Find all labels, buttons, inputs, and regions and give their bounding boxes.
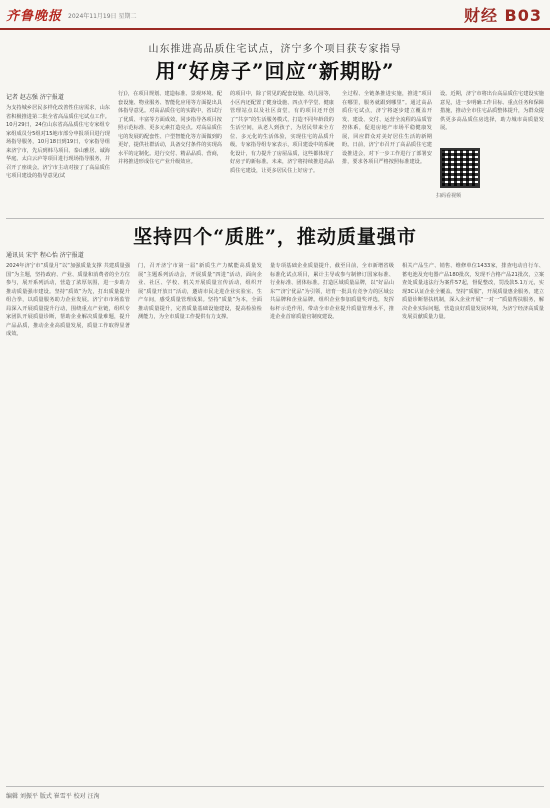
article-column-3: 的项目中，除了常见的配套设施、幼儿园等，小区内还配置了健身设施、四点半学堂、健康管理站点以及社区食堂，有的项目还开创了“共享”的生活服务模式，打造不同年龄段的生活空间，从老人到孩子，为居民带来全方位、多元化的生活体验，实现住宅的品质升级。专家指导组专家表示，项目建设中的系统化设计，有力提升了房屋品质，这些都体现了好房子的新标准。未来，济宁将持续推进高品质住宅建设，让更多居民住上好房子。 xyxy=(230,91,334,174)
issue-date: 2024年11月19日 星期二 xyxy=(68,13,137,20)
footer-divider xyxy=(6,786,544,787)
article-column-3: 量专项基础企业质量提升，截至目前，全市新增省级标准化试点项目，累计主导或参与制修订国家标准、行业标准、团体标准。打造区域质量品牌，以“好品山东”“济宁优品”为引领，培育一批具有竞争力的区域公共品牌和企业品牌。组织企业参加质量奖评选，发挥标杆示范作用，带动全市企业提升质量管理水平，推进企业首席质量官制度建设。 xyxy=(270,263,394,320)
article-column-4: 相关产品生产、销售、维修单位1433家，排查电动自行车、蓄电池及充电器产品180批次，发现不合格产品21批次，立案查处质量违法行为案件57起，督促整改，罚没款5.1万元，实现3C认证企业全覆盖。坚持“质服”，开展质量惠企服务，建立质量诊断帮扶机制，深入企业开展“一对一”质量帮扶服务，解决企业实际问题，营造良好质量发展环境，为济宁经济高质量发展贡献质量力量。 xyxy=(402,263,544,320)
article-headline: 用“好房子”回应“新期盼” xyxy=(155,59,395,83)
newspaper-logo: 齐鲁晚报 xyxy=(6,9,63,24)
section-divider xyxy=(6,218,544,219)
article-headline: 坚持四个“质胜”，推动质量强市 xyxy=(133,226,417,248)
article-column-4: 全过程、全链条推进实施，推进“项目在哪里，服务就跟到哪里”。通过高品质住宅试点，济宁将逐步建立覆盖开发、建设、交付、运营全流程的品质管控体系，促进房地产市场平稳健康发展，回应群众对美好居住生活的新期盼。日前，济宁市召开了高品质住宅建设推进会，对下一步工作进行了部署安排，要求各项目严格按照标准建设。 xyxy=(342,91,432,165)
page-section-label: 财经 B03 xyxy=(463,6,542,25)
qr-code-image[interactable] xyxy=(440,148,480,188)
editor-credits: 编辑 刘振平 版式 崔雪平 校对 汪洵 xyxy=(6,793,100,800)
article-column-2: 门，召开济宁市第一届“新质生产力赋能高质量发展”主题系列活动会，开展质量“四进”活动，面向企业、社区、学校、机关开展质量宣传活动，组织开展“质量开放日”活动，邀请市民走进企业实验室、生产车间，感受质量管理成果。坚持“质量”为本，全面推动质量提升，完善质量基础设施建设，提高检验检测能力，为全市质量工作提供有力支撑。 xyxy=(138,263,262,320)
article-column-1: 2024年济宁市“质量月”以“加强质量支撑 共建质量强国”为主题，坚持政府、产业、质量和消费者的全方位参与，展开系列活动，营造了浓厚氛围，进一步助力推动质量强市建设。坚持“质效”为先，打出质量提升组合拳，以质量服务助力企业发展。济宁市市场监管局深入开展质量提升行动，围绕重点产业链，组织专家团队开展质量诊断，帮助企业解决质量难题，提升产品品质，推动企业高质量发展，质量工作取得显著成效。 xyxy=(6,263,130,337)
article-housing xyxy=(0,34,550,220)
article-kicker: 山东推进高品质住宅试点，济宁多个项目获专家指导 xyxy=(148,44,402,55)
article-column-1: 为支持城乡居民多样化改善性住房需求，山东省积极推进第二批全省高品质住宅试点工作。10月29日，24位山东省高品质住宅专家组专家组成员分5组对15地市部分申报项目进行现场指导服务，10月18日到19日，专家指导组来济宁市，先后到韩马项目、泰山雅居、诚海华庭、太白云庐等项目进行现场指导服务，并召开了座谈会。济宁市主动对接了了高品质住宅项目建设的指导意见(试 xyxy=(6,105,110,179)
article-byline: 记者 赵志强 济宁报道 xyxy=(6,94,64,101)
article-byline: 通讯员 宋宇 程心怡 济宁报道 xyxy=(6,252,84,259)
article-column-2: 行)》，在项目规划、建造标准、景观环境、配套设施、物业服务、智能化应用等方面提出具体指导意见。对高品质住宅的实践中，省试行了优质、丰富等方面成效，同步指导各项目按照示范标准、更多元素打造亮点。对高品质住宅的发展的配套性、户型智能化等方面做到的更好，提供社群活动，具备交付条件的实现高水平的定制化。进行交付、精品品质、营商，并将推进形成住宅产业升级效应。 xyxy=(118,91,222,165)
article-column-5: 设。近期，济宁市将出台高品质住宅建设实施意见，进一步明确工作目标、重点任务和保障措施，推动全市住宅品质整体提升，为群众提供更多高品质住房选择，助力城市高质量发展。 xyxy=(440,91,544,131)
masthead xyxy=(0,0,550,30)
qr-code-caption: 扫码看视频 xyxy=(436,193,462,199)
